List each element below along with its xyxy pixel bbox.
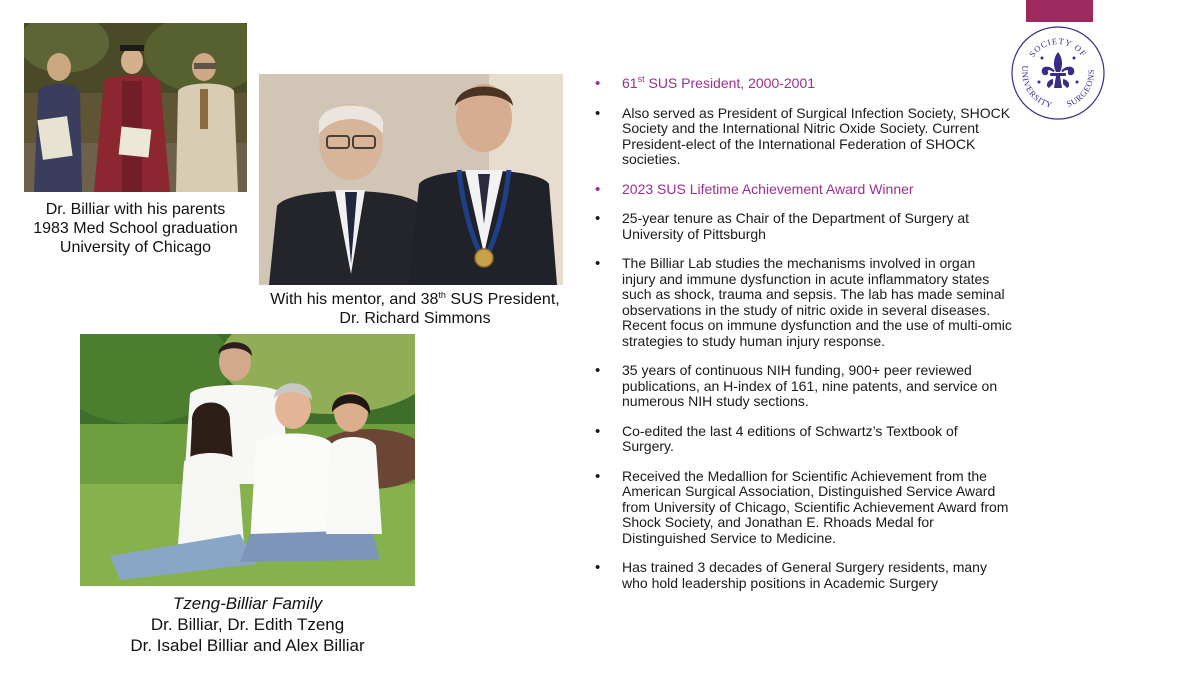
caption-line: With his mentor, and 38th SUS President,	[270, 290, 560, 308]
caption-line: Dr. Billiar, Dr. Edith Tzeng	[150, 615, 345, 634]
seal-text-right: SURGEONS	[1065, 68, 1097, 109]
graduation-caption	[24, 200, 247, 257]
family-photo	[80, 334, 415, 586]
sus-logo	[1009, 24, 1107, 122]
fleur-de-lis-icon	[1042, 52, 1075, 88]
mentor-photo	[259, 74, 563, 285]
bullet-awards: • Received the Medallion for Scientific Achievement from the American Surgical Association, Distinguished Service Award from University of Chicago, Scientific Achievement Award from Shock Society, and Jonathan E. Rhoads Medal for Distinguished Service to Medicine.	[592, 469, 1012, 547]
accent-bar	[1026, 0, 1093, 22]
caption-line: Dr. Isabel Billiar and Alex Billiar	[130, 636, 365, 655]
bullet-schwartz-textbook: • Co-edited the last 4 editions of Schwartz’s Textbook of Surgery.	[592, 424, 1012, 455]
bullet-nih-funding: • 35 years of continuous NIH funding, 900+ peer reviewed publications, an H-index of 161, nine patents, and service on numerous NIH study sections.	[592, 363, 1012, 410]
seal-text-top: SOCIETY OF	[1026, 35, 1090, 59]
caption-line: Dr. Billiar with his parents	[45, 201, 226, 218]
achievements-list	[592, 76, 1012, 605]
caption-line: 1983 Med School graduation	[33, 220, 238, 237]
bullet-chair-tenure: • 25-year tenure as Chair of the Department of Surgery at University of Pittsburgh	[592, 211, 1012, 242]
bullet-billiar-lab: • The Billiar Lab studies the mechanisms involved in organ injury and immune dysfunction in acute inflammatory states such as shock, trauma and sepsis. The lab has made seminal observations in the study of nitric oxide in several diseases. Recent focus on immune dysfunction and the use of multi-omic strategies to study human injury response.	[592, 256, 1012, 349]
caption-line: University of Chicago	[59, 239, 212, 256]
mentor-caption	[240, 290, 590, 328]
bullet-president: • 61st SUS President, 2000-2001	[592, 76, 1012, 92]
bullet-lifetime-award: • 2023 SUS Lifetime Achievement Award Winner	[592, 182, 1012, 198]
caption-line: Dr. Richard Simmons	[339, 310, 491, 327]
family-caption	[80, 593, 415, 656]
bullet-other-presidencies: • Also served as President of Surgical Infection Society, SHOCK Society and the International Nitric Oxide Society. Current President-elect of the International Federation of SHOCK societies.	[592, 106, 1012, 168]
bullet-training: • Has trained 3 decades of General Surgery residents, many who hold leadership positions in Academic Surgery	[592, 560, 1012, 591]
graduation-photo	[24, 23, 247, 192]
caption-title: Tzeng-Billiar Family	[172, 594, 323, 613]
seal-text-left: UNIVERSITY	[1019, 65, 1054, 110]
